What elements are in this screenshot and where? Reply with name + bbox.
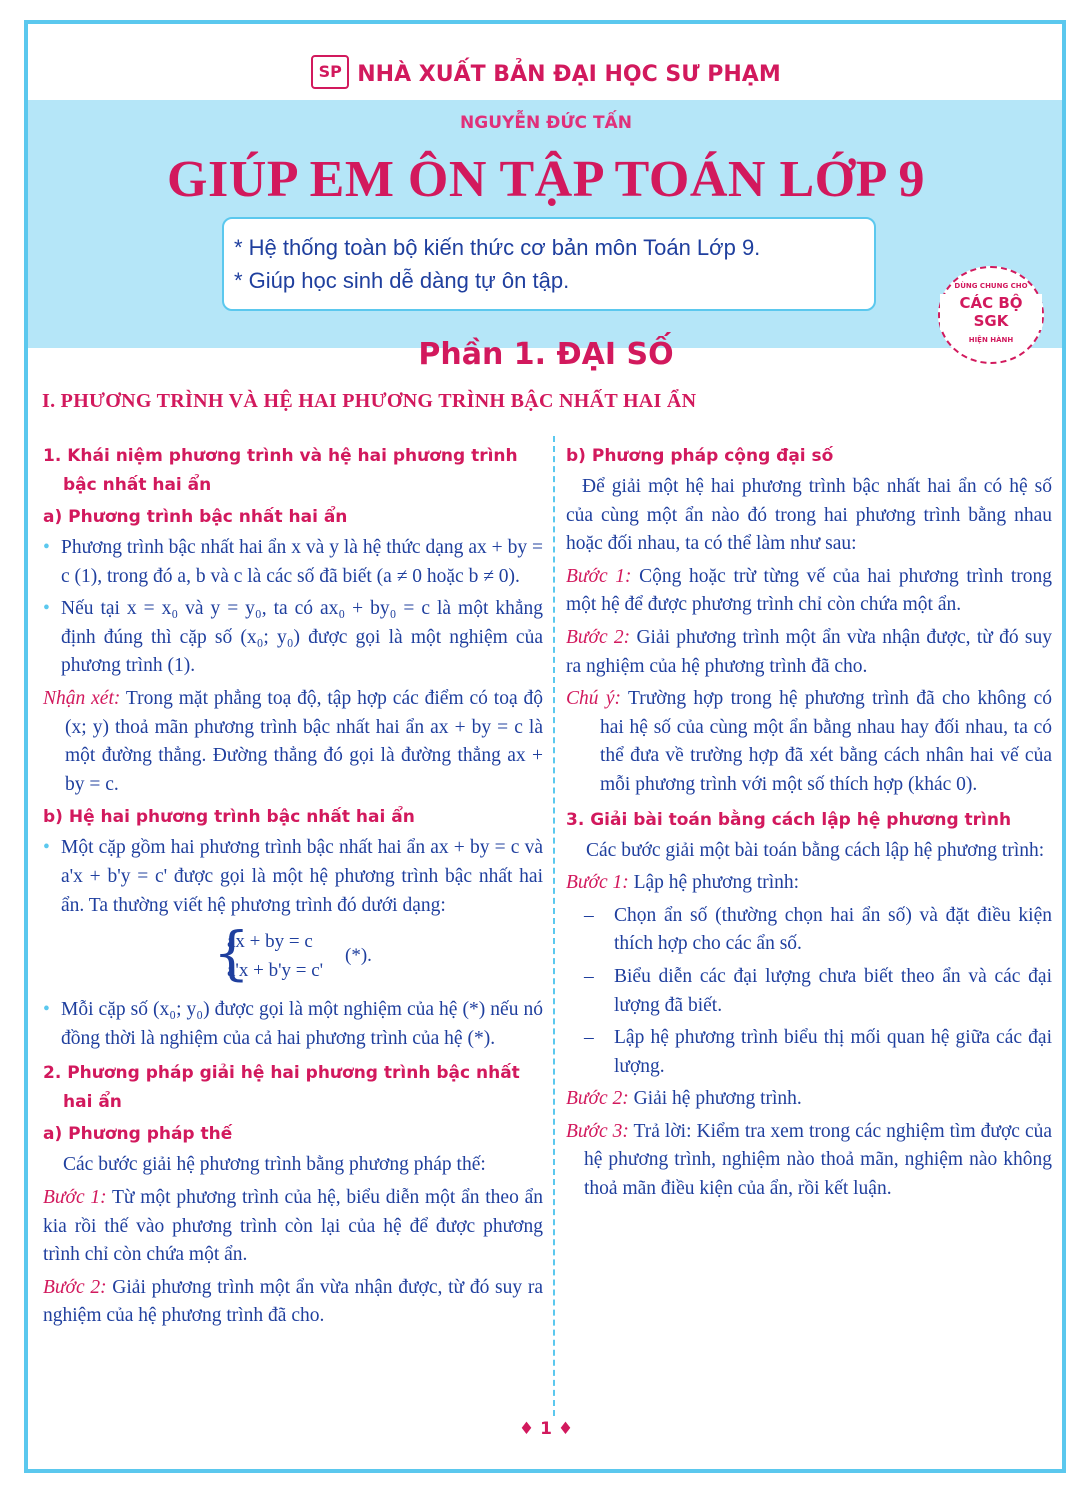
dash-item-1: – Chọn ẩn số (thường chọn hai ẩn số) và đặt điều kiện thích hợp cho các ẩn số. [566,902,1052,959]
left-column [43,436,543,1335]
column-divider [553,436,555,1416]
author: NGUYỄN ĐỨC TẤN [460,113,632,133]
brace-icon: { [213,919,250,988]
heading-2b: b) Phương pháp cộng đại số [566,446,834,466]
step-label: Bước 1: [566,565,632,587]
badge-main: CÁC BỘ SGK [940,294,1042,330]
bullet-system-solution: • Mỗi cặp số (x₀; y₀) được gọi là một nghiệm của hệ (*) nếu nó đồng thời là nghiệm của cả hai phương trình của hệ (*). [43,996,543,1053]
bullet-definition: • Phương trình bậc nhất hai ẩn x và y là hệ thức dạng ax + by = c (1), trong đó a, b và c là các số đã biết (a ≠ 0 hoặc b ≠ 0). [43,534,543,591]
heading-2 [43,1059,543,1117]
step-text: Giải phương trình một ẩn vừa nhận được, từ đó suy ra nghiệm của hệ phương trình đã cho. [43,1276,543,1327]
equation-system [213,919,543,988]
substitution-step-2 [43,1274,543,1331]
dash-item-2: – Biểu diễn các đại lượng chưa biết theo ẩn và các đại lượng đã biết. [566,963,1052,1020]
heading-1 [43,442,543,500]
badge-bottom: HIỆN HÀNH [968,336,1014,344]
step-label: Bước 2: [566,1088,629,1110]
step-label: Bước 1: [566,872,629,894]
section-title: I. PHƯƠNG TRÌNH VÀ HỆ HAI PHƯƠNG TRÌNH BẬC NHẤT HAI ẨN [42,390,697,412]
step-label: Bước 3: [566,1120,629,1142]
substitution-step-1 [43,1184,543,1270]
info-line-1: * Hệ thống toàn bộ kiến thức cơ bản môn Toán Lớp 9. [234,235,761,260]
note [566,685,1052,799]
step-text: Trả lời: Kiểm tra xem trong các nghiệm tìm được của hệ phương trình, nghiệm nào thoả mãn, nghiệm nào không thoả mãn điều kiện của ẩn, rồi kết luận. [584,1120,1053,1200]
step-text: Giải phương trình một ẩn vừa nhận được, từ đó suy ra nghiệm của hệ phương trình đã cho. [566,626,1053,677]
dash-item-3: – Lập hệ phương trình biểu thị mối quan hệ giữa các đại lượng. [566,1024,1052,1081]
heading-1-line-1: 1. Khái niệm phương trình và hệ hai phương trình [43,446,518,466]
badge-top: DÙNG CHUNG CHO [954,282,1028,290]
step-text: Cộng hoặc trừ từng vế của hai phương trình trong một hệ để được phương trình chỉ còn chứa một ẩn. [566,565,1052,616]
word-problem-step-2 [566,1085,1052,1114]
system-eq-1: ax + by = c [227,931,313,953]
word-problem-step-3 [566,1118,1052,1204]
info-line-2: * Giúp học sinh dễ dàng tự ôn tập. [234,268,570,293]
step-text: Từ một phương trình của hệ, biểu diễn một ẩn theo ẩn kia rồi thế vào phương trình còn lại của hệ để được phương trình chỉ còn chứa một ẩn. [43,1186,543,1266]
heading-1b: b) Hệ hai phương trình bậc nhất hai ẩn [43,807,415,828]
heading-2-line-2: hai ẩn [63,1092,122,1113]
remark-label: Nhận xét: [43,687,121,709]
word-problem-intro: Các bước giải một bài toán bằng cách lập hệ phương trình: [586,839,1045,861]
addition-intro: Để giải một hệ hai phương trình bậc nhất hai ẩn có hệ số của cùng một ẩn nào đó trong hai phương trình bằng nhau hoặc đối nhau, ta có thể làm như sau: [566,476,1052,555]
step-text: Giải hệ phương trình. [628,1088,802,1110]
bullet-solution: • Nếu tại x = x₀ và y = y₀, ta có ax₀ + by₀ = c là một khẳng định đúng thì cặp số (x₀; y₀) được gọi là một nghiệm của phương trình (1). [43,595,543,681]
publisher-logo-icon: SP [311,55,349,89]
note-text: Trường hợp trong hệ phương trình đã cho không có hai hệ số của cùng một ẩn bằng nhau hay đối nhau, ta có thể đưa về trường hợp đã xét bằng cách nhân hai vế của mỗi phương trình với một số thích hợp (khác 0). [600,688,1052,795]
bullet-system-definition: • Một cặp gồm hai phương trình bậc nhất hai ẩn ax + by = c và a'x + b'y = c' được gọi là một hệ phương trình bậc nhất hai ẩn. Ta thường viết hệ phương trình đó dưới dạng: [43,834,543,920]
heading-2a: a) Phương pháp thế [43,1124,233,1145]
heading-1-line-2: bậc nhất hai ẩn [63,475,212,495]
step-label: Bước 2: [43,1276,107,1298]
part-title: Phần 1. ĐẠI SỐ [418,337,674,372]
book-title: GIÚP EM ÔN TẬP TOÁN LỚP 9 [167,151,925,208]
right-column [566,436,1052,1208]
addition-step-2 [566,624,1052,681]
heading-2-line-1: 2. Phương pháp giải hệ hai phương trình bậc nhất [43,1063,520,1084]
step-label: Bước 1: [43,1186,107,1208]
step-text: Lập hệ phương trình: [628,872,800,894]
heading-3: 3. Giải bài toán bằng cách lập hệ phương trình [566,809,1012,830]
system-eq-2: a'x + b'y = c' [227,960,324,982]
info-box [222,217,876,311]
system-tag: (*). [345,945,372,967]
addition-step-1 [566,563,1052,620]
remark [43,685,543,799]
note-label: Chú ý: [566,688,621,710]
step-label: Bước 2: [566,626,631,648]
page-number: ♦ 1 ♦ [518,1419,574,1439]
word-problem-step-1 [566,869,1052,898]
heading-1a: a) Phương trình bậc nhất hai ẩn [43,507,348,527]
substitution-intro: Các bước giải hệ phương trình bằng phương pháp thế: [63,1154,486,1176]
publisher [0,58,1092,92]
remark-text: Trong mặt phẳng toạ độ, tập hợp các điểm có toạ độ (x; y) thoả mãn phương trình bậc nhất hai ẩn ax + by = c là một đường thẳng. Đường thẳng đó gọi là đường thẳng ax + by = c. [65,687,544,795]
publisher-name: NHÀ XUẤT BẢN ĐẠI HỌC SƯ PHẠM [357,62,781,87]
